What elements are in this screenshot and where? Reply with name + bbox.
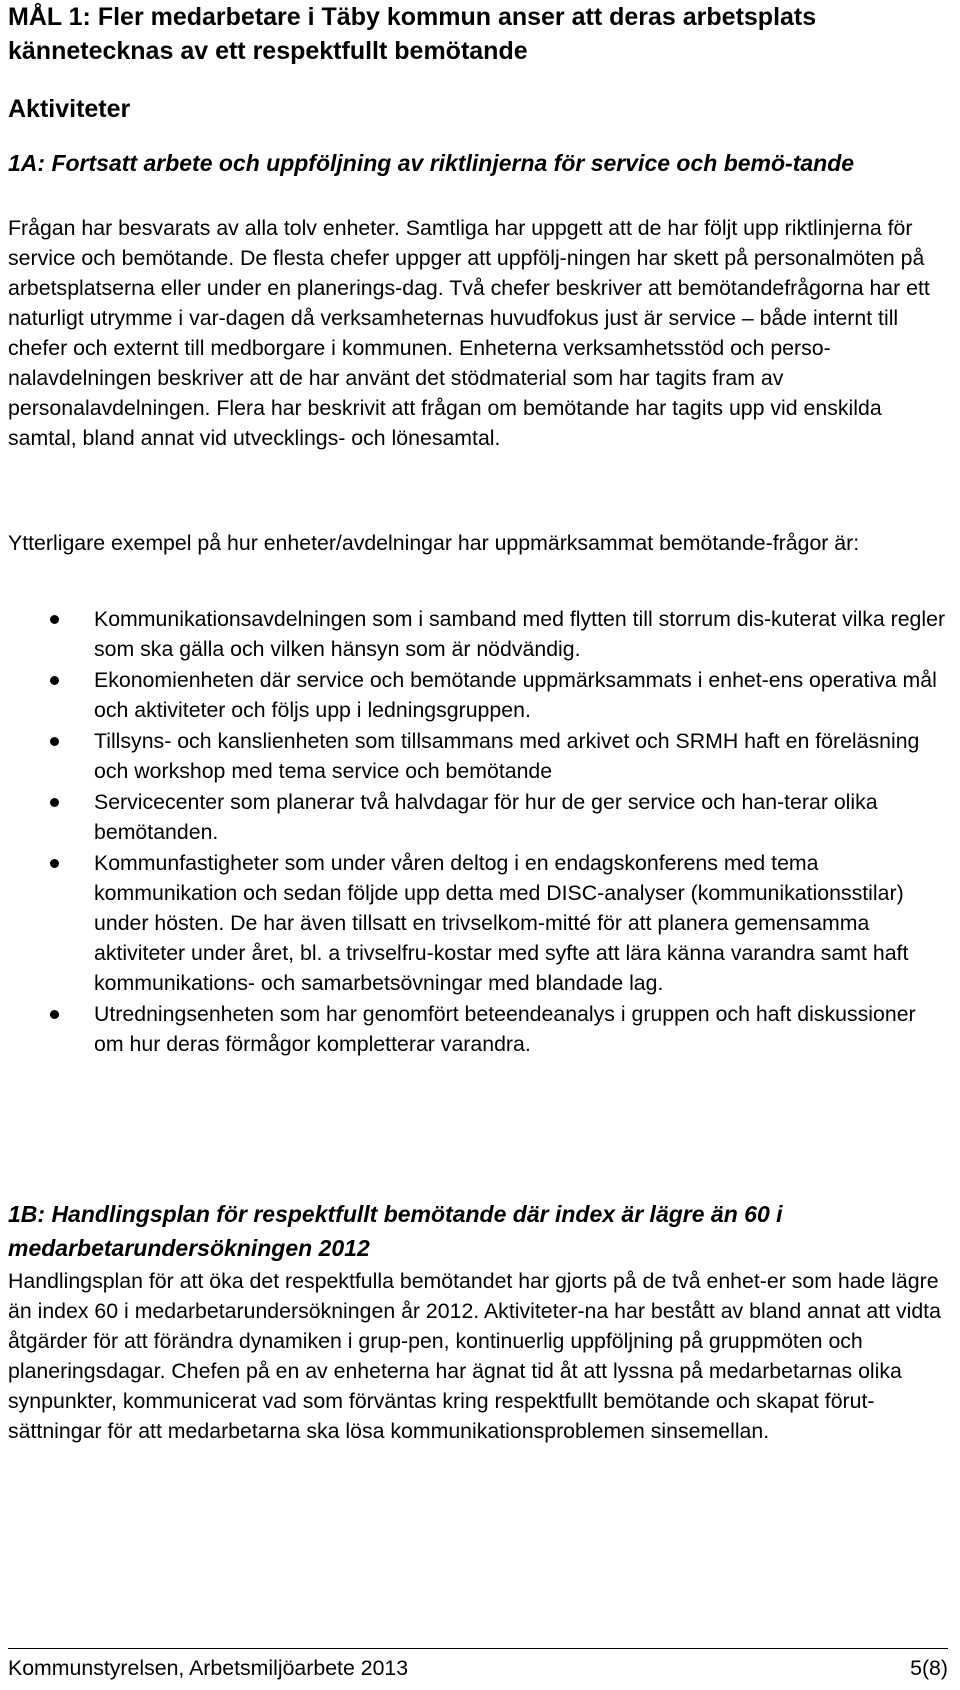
bullet-icon xyxy=(50,615,59,624)
list-item xyxy=(8,726,948,786)
footer-divider xyxy=(8,1648,948,1649)
bullet-icon xyxy=(50,859,59,868)
section-1a-heading: 1A: Fortsatt arbete och uppföljning av riktlinjerna för service och bemö-tande xyxy=(8,150,855,176)
list-item-text: Servicecenter som planerar två halvdagar för hur de ger service och han-terar olika bemötanden. xyxy=(94,790,878,844)
bullet-icon xyxy=(50,676,59,685)
examples-intro: Ytterligare exempel på hur enheter/avdelningar har uppmärksammat bemötande-frågor är: xyxy=(8,531,860,555)
section-1b-heading: 1B: Handlingsplan för respektfullt bemötande där index är lägre än 60 i medarbetarundersökningen 2012 xyxy=(8,1201,783,1261)
list-item-text: Kommunfastigheter som under våren deltog i en endagskonferens med tema kommunikation och sedan följde upp detta med DISC-analyser (kommunikationsstilar) under hösten. De har även tillsatt en trivselkom-mitté för att planera gemensamma aktiviteter under året, bl. a trivselfru-kostar med syfte att lära känna varandra samt haft kommunikations- och samarbetsövningar med blandade lag. xyxy=(94,851,909,995)
page-number: 5(8) xyxy=(910,1656,948,1680)
list-item xyxy=(8,604,948,664)
bullet-icon xyxy=(50,798,59,807)
section-1b-paragraph: Handlingsplan för att öka det respektfulla bemötandet har gjorts på de två enhet-er som hade lägre än index 60 i medarbetarundersökningen år 2012. Aktiviteter-na har bestått av bland annat att vidta åtgärder för att förändra dynamiken i grup-pen, kontinuerlig uppföljning på gruppmöten och planeringsdagar. Chefen på en av enheterna har ägnat tid åt att lyssna på medarbetarnas olika synpunkter, kommunicerat vad som förväntas kring respektfullt bemötande och skapat förut-sättningar för att medarbetarna ska lösa kommunikationsproblemen sinsemellan. xyxy=(8,1269,941,1443)
bullet-icon xyxy=(50,737,59,746)
list-item-text: Ekonomienheten där service och bemötande uppmärksammats i enhet-ens operativa mål och aktiviteter och följs upp i ledningsgruppen. xyxy=(94,668,937,722)
list-item xyxy=(8,999,948,1059)
examples-list xyxy=(8,604,948,1060)
footer-document-title: Kommunstyrelsen, Arbetsmiljöarbete 2013 xyxy=(8,1656,409,1680)
list-item-text: Tillsyns- och kanslienheten som tillsammans med arkivet och SRMH haft en föreläsning och workshop med tema service och bemötande xyxy=(94,729,920,783)
list-item-text: Utredningsenheten som har genomfört beteendeanalys i gruppen och haft diskussioner om hur deras förmågor kompletterar varandra. xyxy=(94,1002,916,1056)
bullet-icon xyxy=(50,1010,59,1019)
section-1a-paragraph: Frågan har besvarats av alla tolv enheter. Samtliga har uppgett att de har följt upp riktlinjerna för service och bemötande. De flesta chefer uppger att uppfölj-ningen har skett på personalmöten på arbetsplatserna eller under en planerings-dag. Två chefer beskriver att bemötandefrågorna har ett naturligt utrymme i var-dagen då verksamheternas huvudfokus just är service – både internt till chefer och externt till medborgare i kommunen. Enheterna verksamhetsstöd och perso-nalavdelningen beskriver att de har använt det stödmaterial som har tagits fram av personalavdelningen. Flera har beskrivit att frågan om bemötande har tagits upp vid enskilda samtal, bland annat vid utvecklings- och lönesamtal. xyxy=(8,216,930,450)
list-item xyxy=(8,665,948,725)
list-item xyxy=(8,848,948,998)
list-item xyxy=(8,787,948,847)
goal-heading: MÅL 1: Fler medarbetare i Täby kommun anser att deras arbetsplats kännetecknas av ett respektfullt bemötande xyxy=(8,3,817,65)
list-item-text: Kommunikationsavdelningen som i samband med flytten till storrum dis-kuterat vilka regler som ska gälla och vilken hänsyn som är nödvändig. xyxy=(94,607,946,661)
activities-heading: Aktiviteter xyxy=(8,95,131,123)
